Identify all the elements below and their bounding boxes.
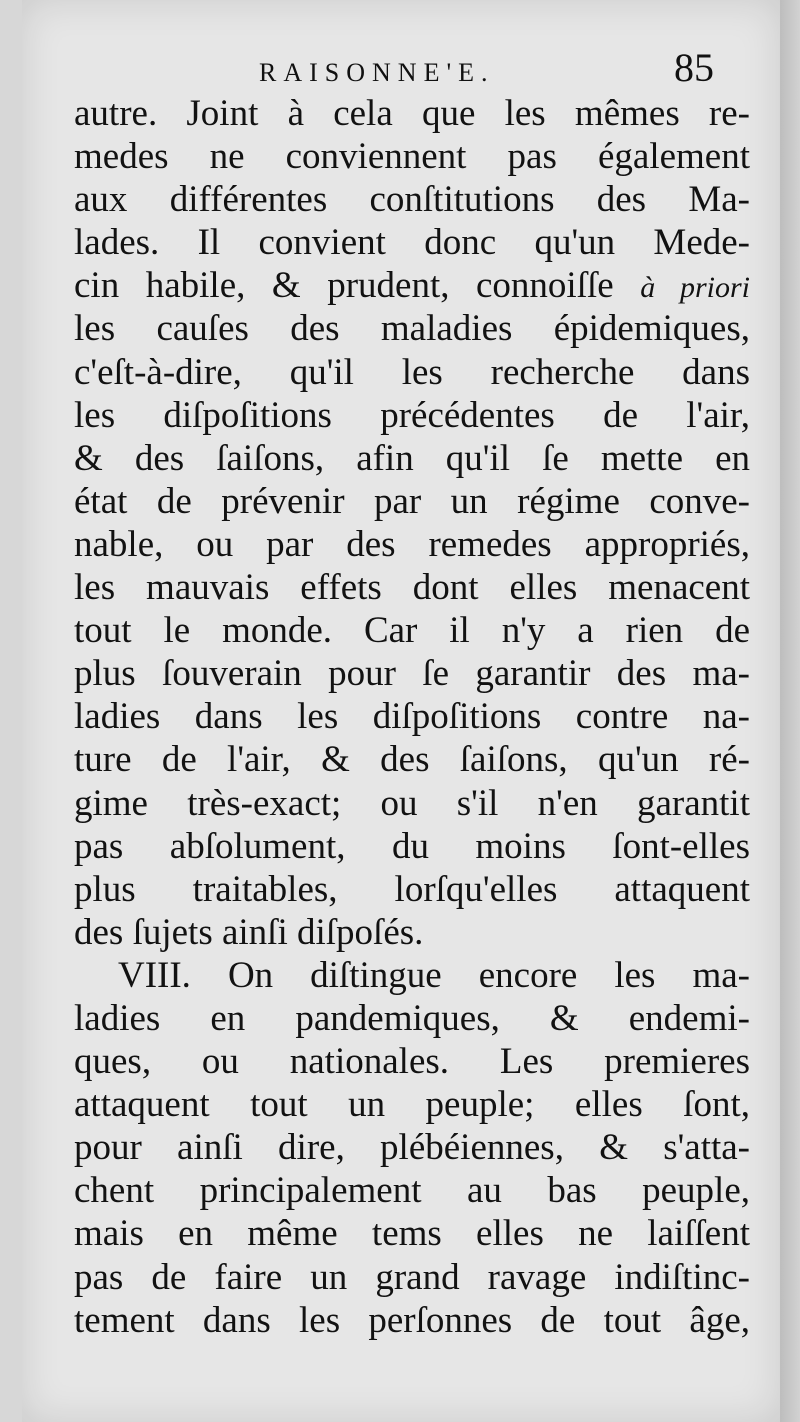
text-line: gime très-exact; ou s'il n'en garantit (74, 782, 750, 824)
text-line: état de prévenir par un régime conve- (74, 480, 750, 522)
text-line: chent principalement au bas peuple, (74, 1170, 750, 1212)
text-line: nable, ou par des remedes appropriés, (74, 523, 750, 565)
text-line: les mauvais effets dont elles menacent (74, 567, 750, 609)
text-line: pas abſolument, du moins ſont-elles (74, 825, 750, 867)
page-edge (780, 0, 800, 1422)
text-span: cin habile, & prudent, connoiſſe (74, 265, 614, 307)
text-line: & des ſaiſons, afin qu'il ſe mette en (74, 437, 750, 479)
text-line: lades. Il convient donc qu'un Mede- (74, 222, 750, 264)
text-line: ture de l'air, & des ſaiſons, qu'un ré- (74, 739, 750, 781)
text-line (74, 264, 750, 307)
text-line: les cauſes des maladies épidemiques, (74, 308, 750, 350)
text-line: aux différentes conſtitutions des Ma- (74, 179, 750, 221)
text-line: ladies en pandemiques, & endemi- (74, 997, 750, 1039)
text-line: pour ainſi dire, plébéiennes, & s'atta- (74, 1127, 750, 1169)
italic-phrase: à priori (640, 271, 750, 305)
text-line: ques, ou nationales. Les premieres (74, 1041, 750, 1083)
paragraph-end-line: des ſujets ainſi diſpoſés. (74, 911, 424, 953)
text-line: medes ne conviennent pas également (74, 136, 750, 178)
text-line: tement dans les perſonnes de tout âge, (74, 1299, 750, 1341)
book-page (22, 0, 780, 1422)
text-line: autre. Joint à cela que les mêmes re- (74, 93, 750, 134)
text-line: attaquent tout un peuple; elles ſont, (74, 1084, 750, 1126)
text-line: pas de faire un grand ravage indiſtinc- (74, 1256, 750, 1298)
running-title: RAISONNE'E. (259, 58, 495, 87)
section-start-line: VIII. On diſtingue encore les ma- (118, 954, 750, 996)
text-line: mais en même tems elles ne laiſſent (74, 1213, 750, 1255)
text-line: plus ſouverain pour ſe garantir des ma- (74, 653, 750, 695)
page-number: 85 (674, 45, 714, 90)
text-line: ladies dans les diſpoſitions contre na- (74, 696, 750, 738)
text-line: tout le monde. Car il n'y a rien de (74, 610, 750, 652)
text-line: c'eſt-à-dire, qu'il les recherche dans (74, 351, 750, 393)
text-line: les diſpoſitions précédentes de l'air, (74, 394, 750, 436)
body-text (74, 92, 750, 1342)
text-line: plus traitables, lorſqu'elles attaquent (74, 868, 750, 910)
